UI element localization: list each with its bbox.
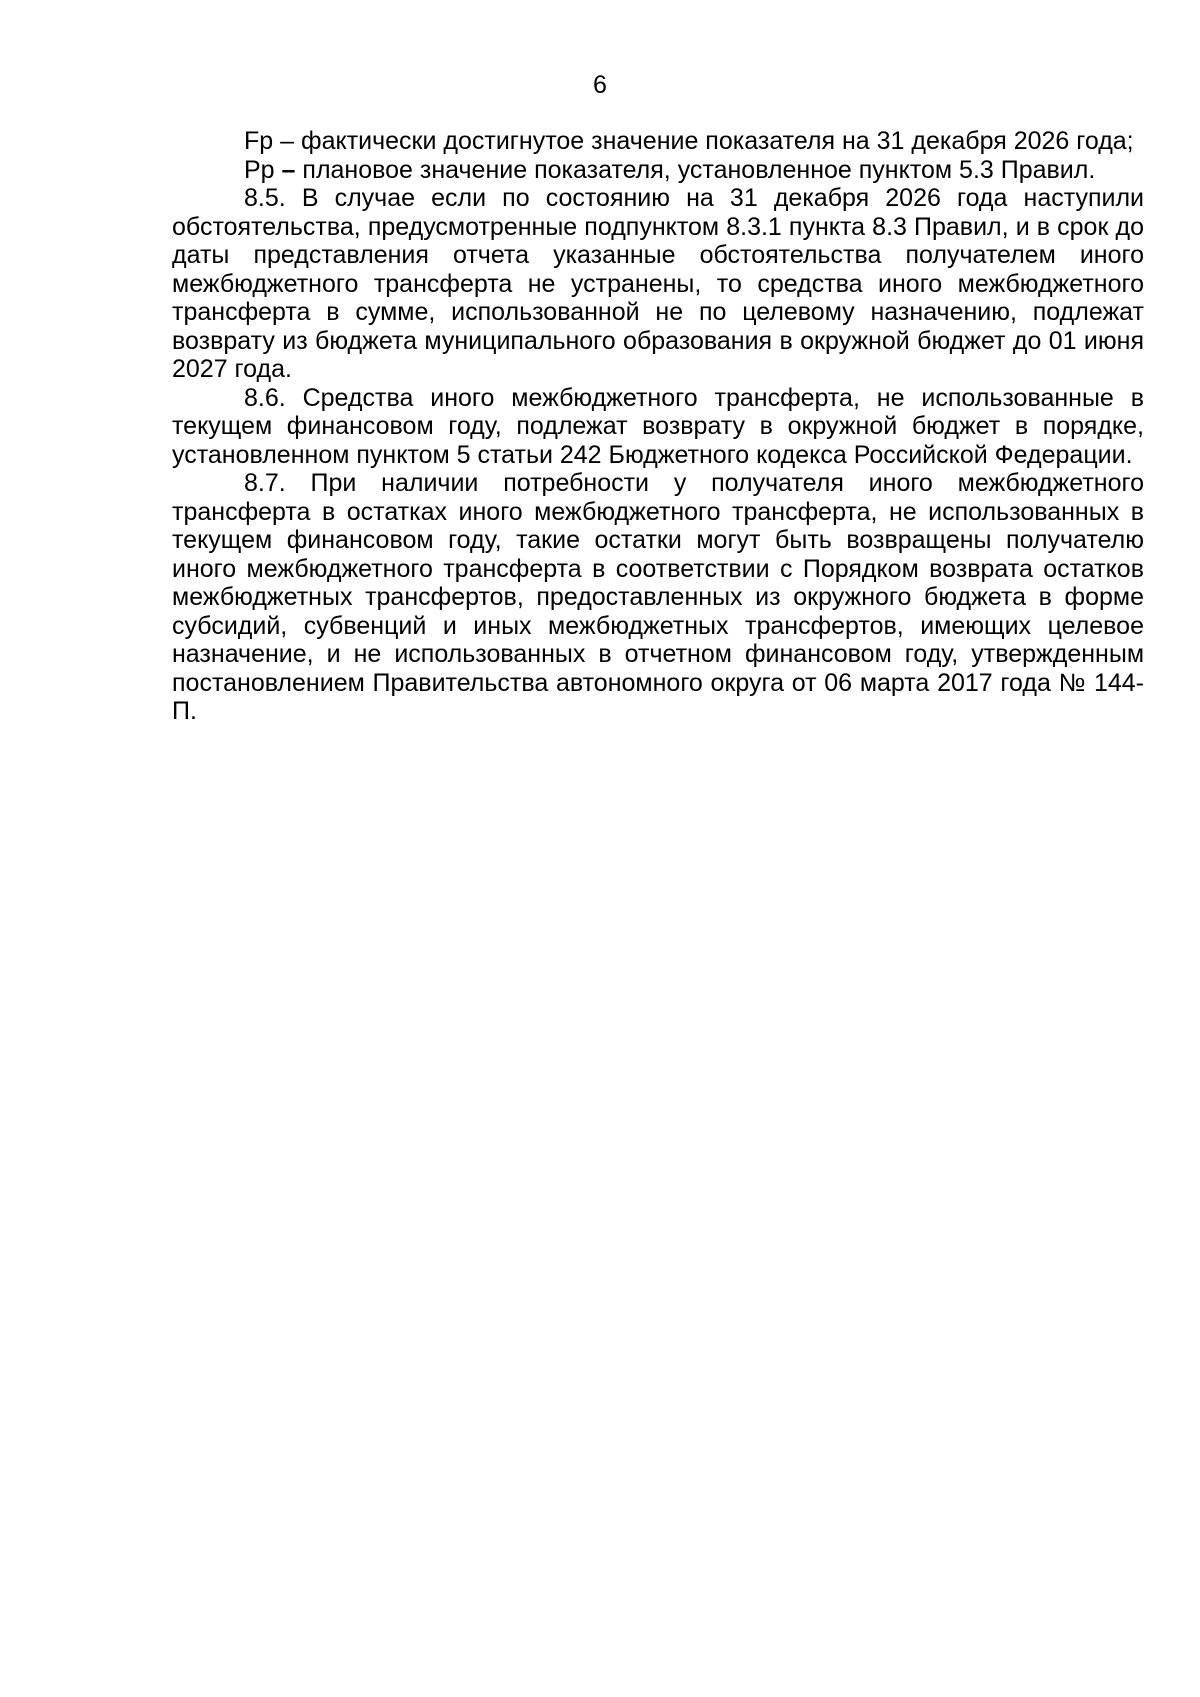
pp-text: плановое значение показателя, установленное пунктом 5.3 Правил.: [302, 155, 1096, 184]
paragraph-8-6-text: Средства иного межбюджетного трансферта, не использованные в текущем финансовом году, подлежат возврату в окружной бюджет в порядке, установленном пунктом 5 статьи 242 Бюджетного кодекса Российской Федерации.: [172, 383, 1144, 469]
pp-dash: –: [281, 155, 296, 184]
paragraph-8-7-number: 8.7.: [244, 469, 286, 497]
paragraph-8-7-text: При наличии потребности у получателя иного межбюджетного трансферта в остатках иного межбюджетного трансферта, не использованных в текущем финансовом году, такие остатки могут быть возвращены получателю иного межбюджетного трансферта в соответствии с Порядком возврата остатков межбюджетных трансфертов, предоставленных из окружного бюджета в форме субсидий, субвенций и иных межбюджетных трансфертов, имеющих целевое назначение, и не использованных в отчетном финансовом году, утвержденным постановлением Правительства автономного округа от 06 марта 2017 года № 144-П.: [172, 469, 1144, 725]
paragraph-8-7: [172, 469, 1144, 726]
fp-text: фактически достигнутое значение показателя на 31 декабря 2026 года;: [301, 127, 1134, 155]
paragraph-pp: [172, 156, 1144, 185]
paragraph-8-5-number: 8.5.: [244, 184, 286, 212]
paragraph-8-6: [172, 384, 1144, 470]
paragraph-8-5: [172, 184, 1144, 384]
document-body: [172, 127, 1144, 726]
fp-label: Fp: [244, 127, 274, 155]
fp-dash: –: [280, 127, 295, 155]
paragraph-fp: [172, 127, 1144, 156]
paragraph-8-6-number: 8.6.: [244, 383, 286, 412]
paragraph-8-5-text: В случае если по состоянию на 31 декабря 2026 года наступили обстоятельства, предусмотренные подпунктом 8.3.1 пункта 8.3 Правил, и в срок до даты представления отчета указанные обстоятельства получателем иного межбюджетного трансферта не устранены, то средства иного межбюджетного трансферта в сумме, использованной не по целевому назначению, подлежат возврату из бюджета муниципального образования в окружной бюджет до 01 июня 2027 года.: [172, 184, 1145, 383]
page-number: 6: [593, 71, 607, 99]
pp-label: Pp: [244, 155, 275, 184]
